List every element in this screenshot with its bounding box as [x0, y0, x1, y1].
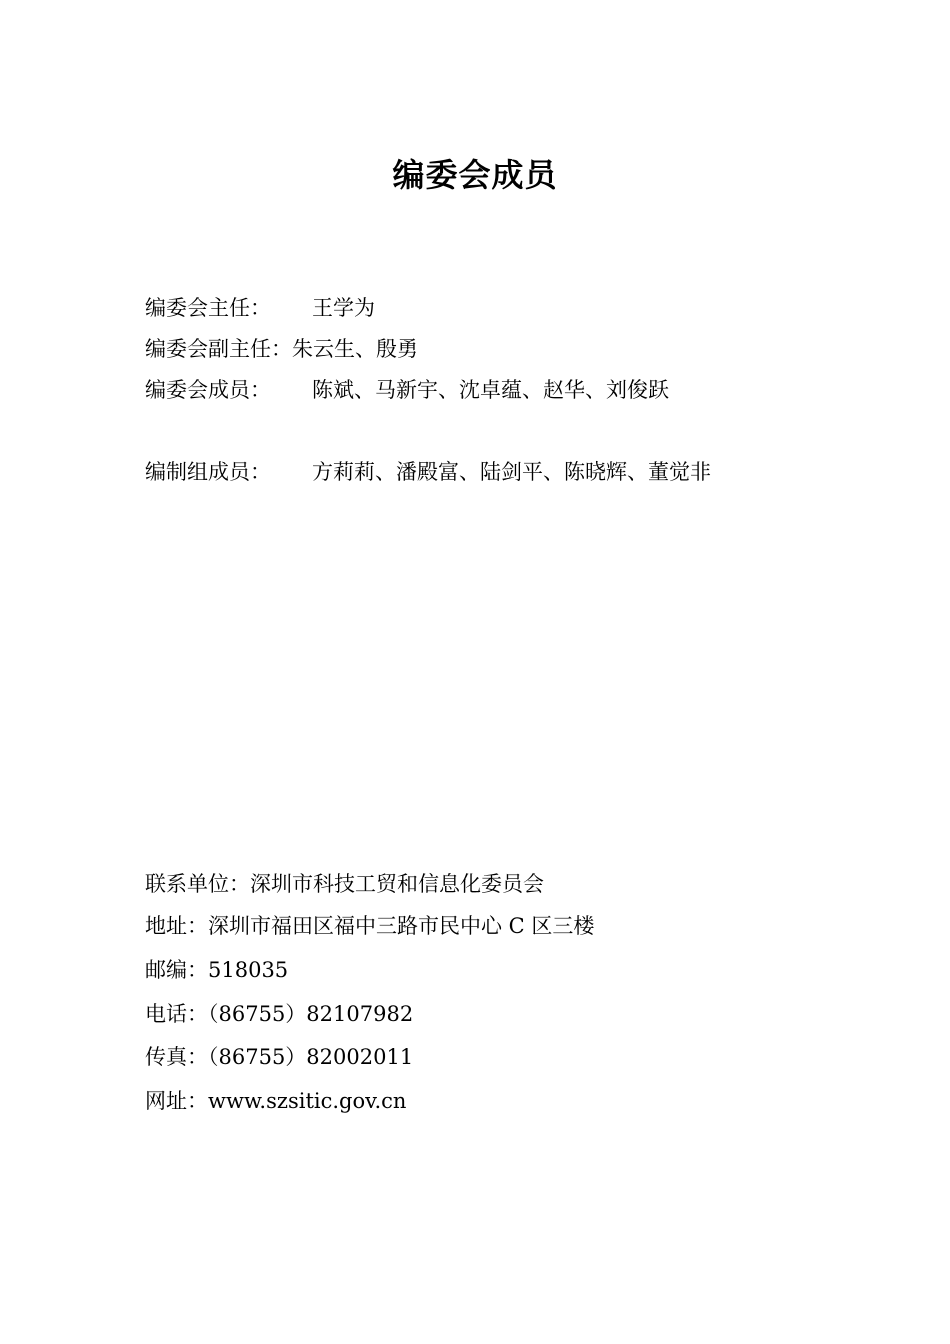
director-value: 王学为 [312, 296, 375, 320]
contact-phone: 电话：（86755）82107982 [145, 1002, 414, 1026]
editorial-group-row [145, 457, 711, 487]
contact-website: 网址：www.szsitic.gov.cn [145, 1089, 407, 1113]
committee-members-row [145, 375, 669, 405]
contact-postcode: 邮编：518035 [145, 958, 289, 982]
deputy-director-row [145, 334, 418, 364]
director-label: 编委会主任： [145, 296, 271, 320]
contact-unit: 联系单位：深圳市科技工贸和信息化委员会 [145, 872, 544, 896]
contact-fax: 传真：（86755）82002011 [145, 1045, 414, 1069]
deputy-director-value: 朱云生、殷勇 [292, 337, 418, 361]
deputy-director-label: 编委会副主任： [145, 337, 292, 361]
committee-members-label: 编委会成员： [145, 378, 271, 402]
editorial-group-value: 方莉莉、潘殿富、陆剑平、陈晓辉、董觉非 [312, 460, 711, 484]
editorial-group-label: 编制组成员： [145, 460, 271, 484]
page-title: 编委会成员 [392, 156, 558, 194]
contact-address: 地址：深圳市福田区福中三路市民中心 C 区三楼 [145, 914, 595, 938]
director-row [145, 293, 375, 323]
committee-members-value: 陈斌、马新宇、沈卓蕴、赵华、刘俊跃 [312, 378, 669, 402]
